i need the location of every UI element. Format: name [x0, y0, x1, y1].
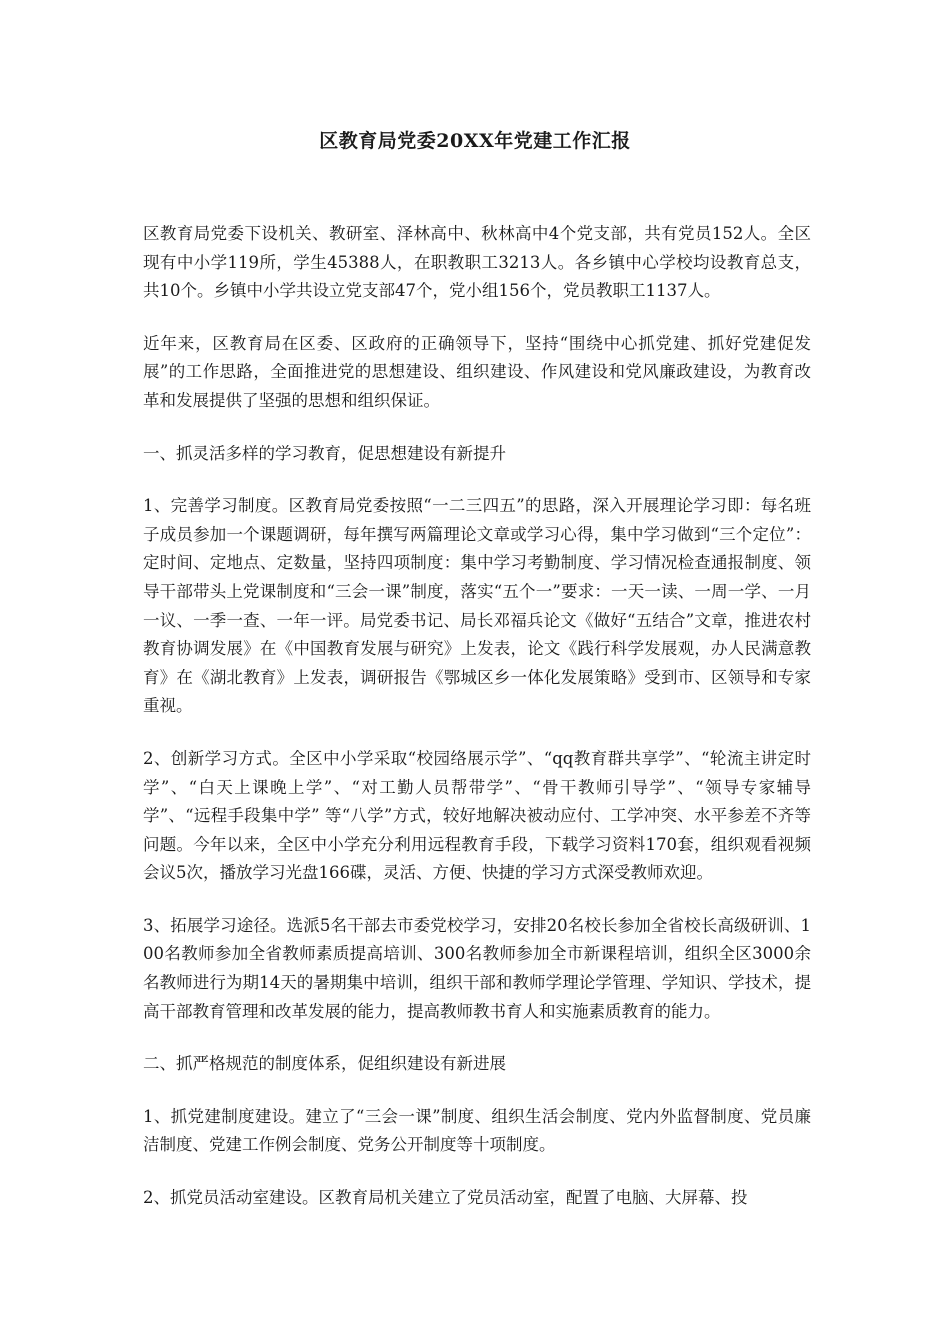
section-heading-1: 一、抓灵活多样的学习教育，促思想建设有新提升 [143, 443, 506, 463]
section-heading-2: 二、抓严格规范的制度体系，促组织建设有新进展 [143, 1054, 506, 1074]
paragraph-party-system: 1、抓党建制度建设。建立了“三会一课”制度、组织生活会制度、党内外监督制度、党员廉洁制度、党建工作例会制度、党务公开制度等十项制度。 [143, 1106, 811, 1155]
document-body [143, 220, 811, 1237]
paragraph-intro: 近年来，区教育局在区委、区政府的正确领导下，坚持“围绕中心抓党建、抓好党建促发展”的工作思路，全面推进党的思想建设、组织建设、作风建设和党风廉政建设，为教育改革和发展提供了坚强的思想和组织保证。 [143, 333, 811, 410]
paragraph-overview: 区教育局党委下设机关、教研室、泽林高中、秋林高中4个党支部，共有党员152人。全区现有中小学119所，学生45388人，在职教职工3213人。各乡镇中心学校均设教育总支，共10个。乡镇中小学共设立党支部47个，党小组156个，党员教职工1137人。 [143, 224, 811, 301]
paragraph-study-system: 1、完善学习制度。区教育局党委按照“一二三四五”的思路，深入开展理论学习即：每名班子成员参加一个课题调研，每年撰写两篇理论文章或学习心得，集中学习做到“三个定位”：定时间、定地点、定数量，坚持四项制度：集中学习考勤制度、学习情况检查通报制度、领导干部带头上党课制度和“三会一课”制度，落实“五个一”要求：一天一读、一周一学、一月一议、一季一查、一年一评。局党委书记、局长邓福兵论文《做好“五结合”文章，推进农村教育协调发展》在《中国教育发展与研究》上发表，论文《践行科学发展观，办人民满意教育》在《湖北教育》上发表，调研报告《鄂城区乡一体化发展策略》受到市、区领导和专家重视。 [143, 496, 811, 716]
paragraph-study-method: 2、创新学习方式。全区中小学采取“校园络展示学”、“qq教育群共享学”、“轮流主讲定时学”、“白天上课晚上学”、“对工勤人员帮带学”、“骨干教师引导学”、“领导专家辅导学”、“远程手段集中学” 等“八学”方式，较好地解决被动应付、工学冲突、水平参差不齐等问题。今年以来，全区中小学充分利用远程教育手段，下载学习资料170套，组织观看视频会议5次，播放学习光盘166碟，灵活、方便、快捷的学习方式深受教师欢迎。 [143, 748, 811, 883]
paragraph-study-channels: 3、拓展学习途径。选派5名干部去市委党校学习，安排20名校长参加全省校长高级研训、100名教师参加全省教师素质提高培训、300名教师参加全市新课程培训，组织全区3000余名教师进行为期14天的暑期集中培训，组织干部和教师学理论学管理、学知识、学技术，提高干部教育管理和改革发展的能力，提高教师教书育人和实施素质教育的能力。 [143, 915, 811, 1021]
paragraph-activity-room: 2、抓党员活动室建设。区教育局机关建立了党员活动室，配置了电脑、大屏幕、投 [143, 1188, 748, 1208]
document-title: 区教育局党委20XX年党建工作汇报 [319, 130, 631, 152]
